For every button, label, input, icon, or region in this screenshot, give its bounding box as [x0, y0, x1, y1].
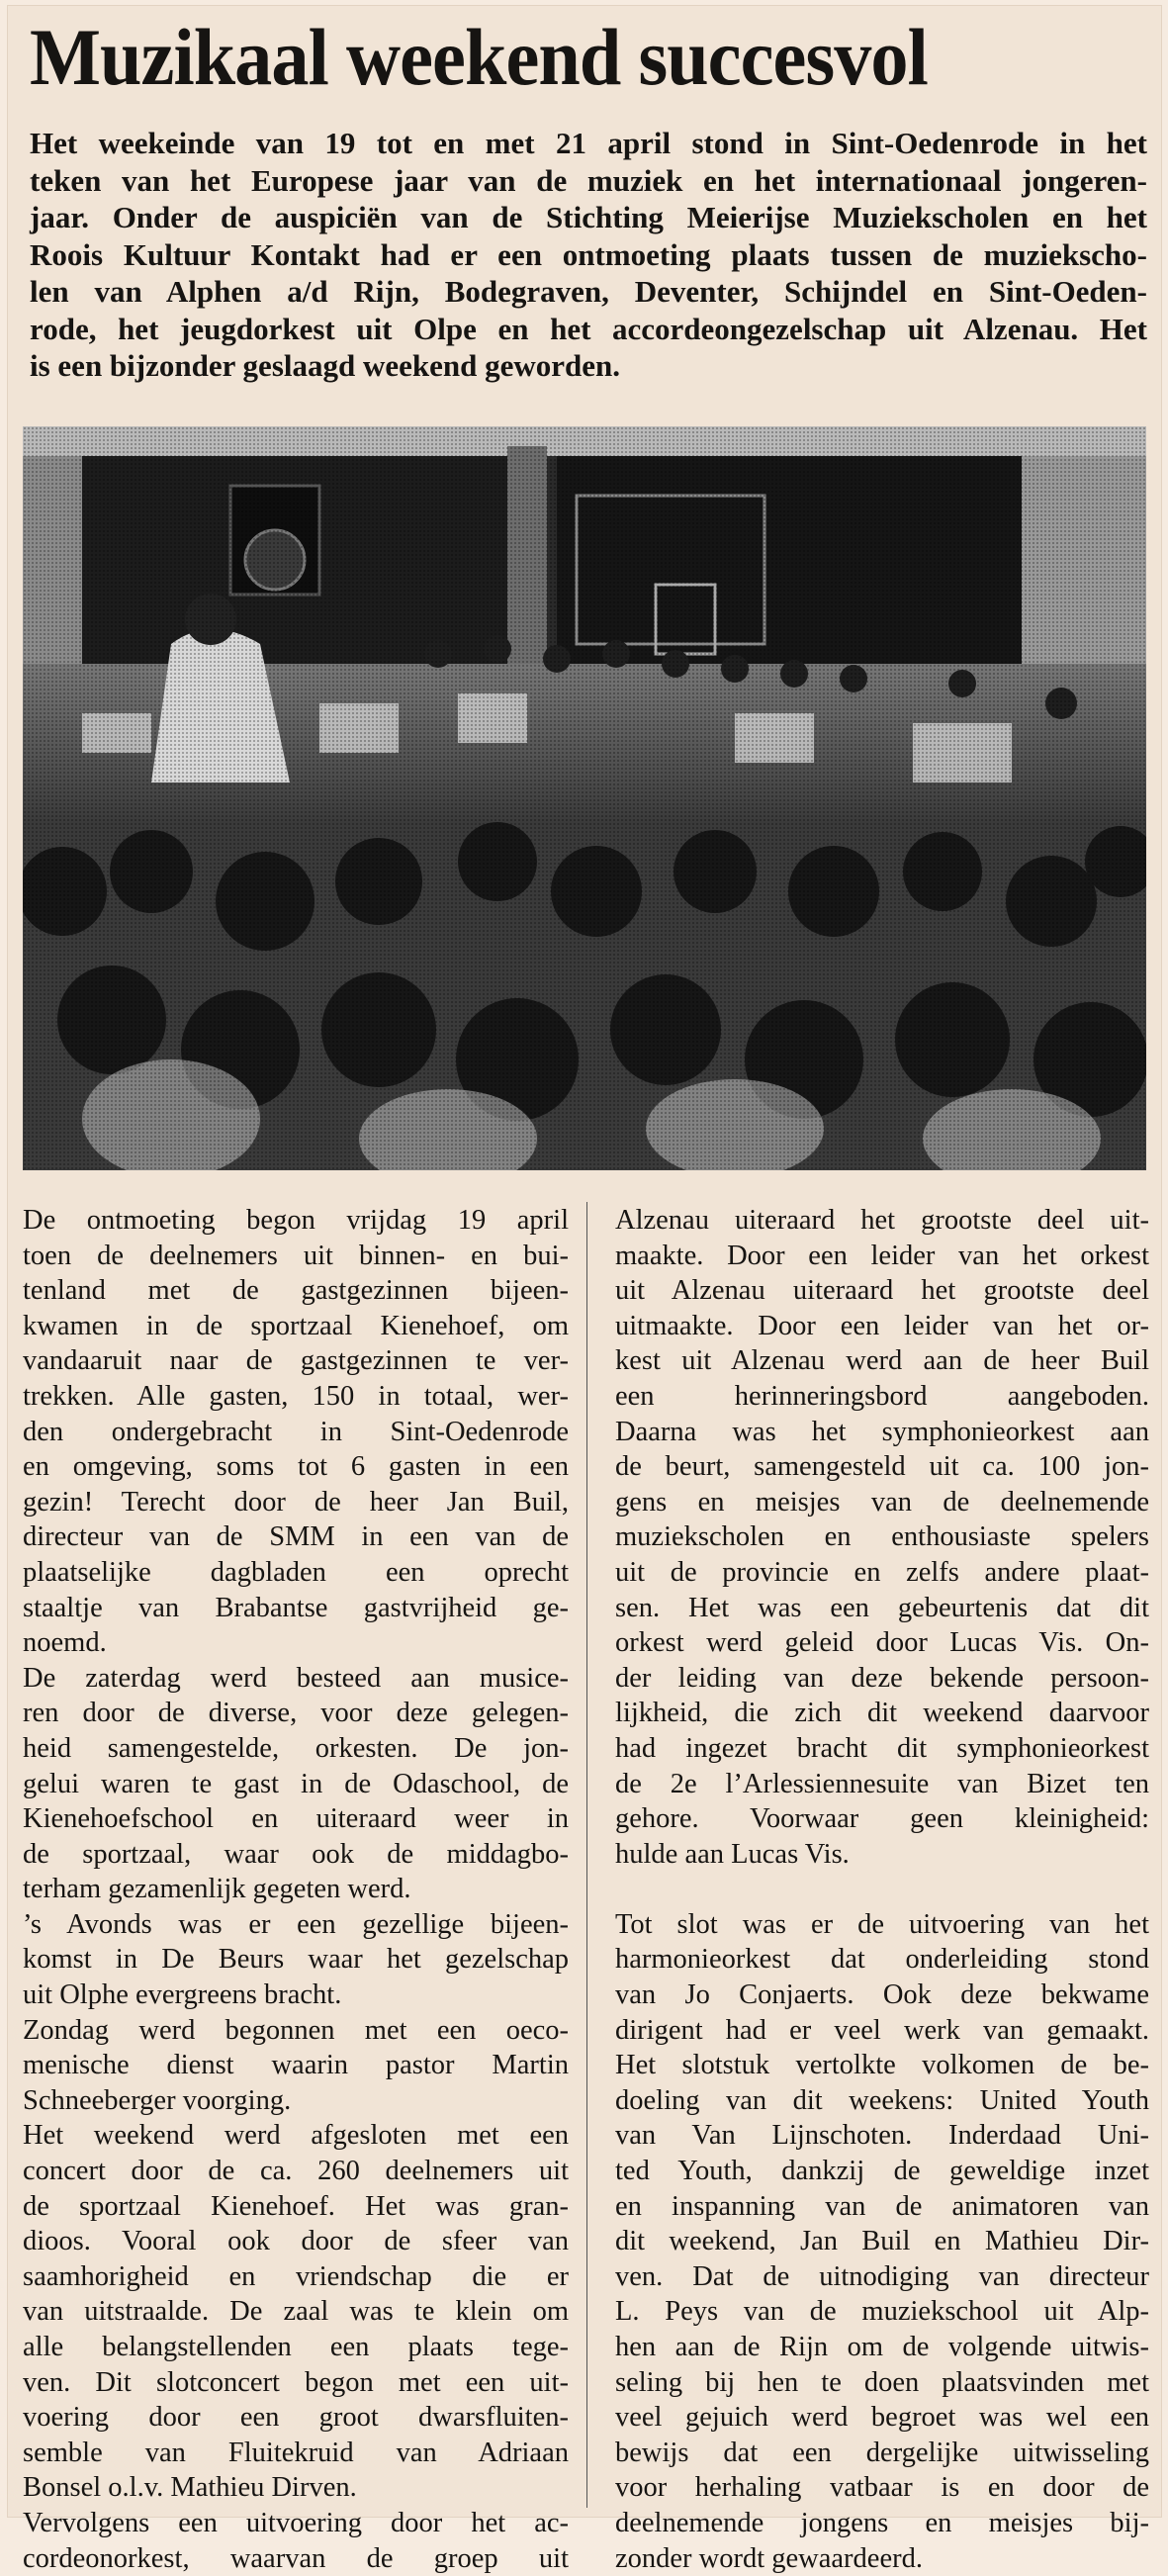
text-line: van uitstraalde. De zaal was te klein om: [23, 2296, 569, 2328]
text-line: De ontmoeting begon vrijdag 19 april: [23, 1205, 569, 1236]
text-line: vandaaruit naar de gastgezinnen te ver-: [23, 1345, 569, 1377]
text-line: ven. Dat de uitnodiging van directeur: [615, 2260, 1149, 2292]
text-line: dioos. Vooral ook door de sfeer van: [23, 2226, 569, 2257]
text-line: had ingezet bracht dit symphonieorkest: [615, 1732, 1149, 1764]
orchestra-concert-photo: [23, 426, 1146, 1170]
text-line: plaatselijke dagbladen een oprecht: [23, 1556, 569, 1588]
text-line: semble van Fluitekruid van Adriaan: [23, 2437, 569, 2468]
text-line: Bonsel o.l.v. Mathieu Dirven.: [23, 2472, 357, 2504]
text-line: hen aan de Rijn om de volgende uitwis-: [615, 2332, 1149, 2362]
text-line: kwamen in de sportzaal Kienehoef, om: [23, 1310, 569, 1341]
text-line: saamhorigheid en vriendschap die er: [23, 2260, 569, 2292]
article-paragraph: [23, 2506, 569, 2576]
text-line: directeur van de SMM in een van de: [23, 1521, 569, 1553]
intro-line: Het weekeinde van 19 tot en met 21 april stond in Sint-Oedenrode in het: [30, 126, 1147, 160]
intro-line: is een bijzonder geslaagd weekend geworden.: [30, 348, 621, 383]
text-line: Het weekend werd afgesloten met een: [23, 2120, 569, 2152]
intro-line: teken van het Europese jaar van de muziek en het internationaal jongeren-: [30, 162, 1147, 198]
text-line: komst in De Beurs waar het gezelschap: [23, 1944, 569, 1976]
text-line: terham gezamenlijk gegeten werd.: [23, 1874, 411, 1905]
article-column-right: [615, 1203, 1149, 2576]
text-line: Schneeberger voorging.: [23, 2084, 292, 2116]
text-line: Alzenau uiteraard het grootste deel uit-: [615, 1205, 1149, 1236]
photo-image: [23, 426, 1146, 1170]
text-line: muziekscholen en enthousiaste spelers: [615, 1521, 1149, 1553]
text-line: uitmaakte. Door een leider van het or-: [615, 1310, 1149, 1341]
text-line: dit weekend, Jan Buil en Mathieu Dir-: [615, 2226, 1149, 2257]
article-column-left: [23, 1203, 569, 2576]
article-paragraph: [23, 1661, 569, 1907]
article-paragraph: [23, 2013, 569, 2119]
text-line: Vervolgens een uitvoering door het ac-: [23, 2507, 569, 2538]
text-line: tenland met de gastgezinnen bijeen-: [23, 1275, 569, 1307]
text-line: heid samengestelde, orkesten. De jon-: [23, 1732, 569, 1764]
text-line: bewijs dat een dergelijke uitwisseling: [615, 2437, 1149, 2468]
text-line: L. Peys van de muziekschool uit Alp-: [615, 2296, 1149, 2328]
text-line: gelui waren te gast in de Odaschool, de: [23, 1768, 569, 1799]
text-line: harmonieorkest dat onderleiding stond: [615, 1944, 1149, 1976]
intro-line: jaar. Onder de auspiciën van de Stichting Meierijse Muziekscholen en het: [30, 200, 1147, 234]
text-line: en omgeving, soms tot 6 gasten in een: [23, 1451, 569, 1483]
text-line: de beurt, samengesteld uit ca. 100 jon-: [615, 1451, 1149, 1483]
text-line: Kienehoefschool en uiteraard weer in: [23, 1803, 569, 1835]
text-line: kest uit Alzenau werd aan de heer Buil: [615, 1345, 1149, 1377]
text-line: de 2e l’Arlessiennesuite van Bizet ten: [615, 1768, 1149, 1799]
text-line: concert door de ca. 260 deelnemers uit: [23, 2156, 569, 2187]
text-line: van Jo Conjaerts. Ook deze bekwame: [615, 1979, 1149, 2011]
text-line: Daarna was het symphonieorkest aan: [615, 1416, 1149, 1447]
text-line: gehore. Voorwaar geen kleinigheid:: [615, 1803, 1149, 1835]
text-line: menische dienst waarin pastor Martin: [23, 2050, 569, 2081]
text-line: uit Olphe evergreens bracht.: [23, 1979, 342, 2011]
text-line: gezin! Terecht door de heer Jan Buil,: [23, 1486, 569, 1518]
text-line: seling bij hen te doen plaatsvinden met: [615, 2366, 1149, 2398]
text-line: maakte. Door een leider van het orkest: [615, 1240, 1149, 1271]
text-line: en inspanning van de animatoren van: [615, 2190, 1149, 2222]
column-divider: [586, 1202, 587, 2508]
text-line: trekken. Alle gasten, 150 in totaal, wer-: [23, 1380, 569, 1412]
article-paragraph: [23, 1203, 569, 1661]
article-paragraph: [23, 1907, 569, 2013]
text-line: voering door een groot dwarsfluiten-: [23, 2402, 569, 2434]
text-line: den ondergebracht in Sint-Oedenrode: [23, 1416, 569, 1447]
article-paragraph: [615, 1907, 1149, 2576]
text-line: voor herhaling vatbaar is en door de: [615, 2472, 1149, 2504]
intro-line: rode, het jeugdorkest uit Olpe en het accordeongezelschap uit Alzenau. Het: [30, 311, 1147, 346]
text-line: alle belangstellenden een plaats tege-: [23, 2332, 569, 2362]
text-line: uit de provincie en zelfs andere plaat-: [615, 1556, 1149, 1588]
text-line: noemd.: [23, 1627, 107, 1659]
text-line: sen. Het was een gebeurtenis dat dit: [615, 1592, 1149, 1623]
text-line: Tot slot was er de uitvoering van het: [615, 1908, 1149, 1940]
text-line: lijkheid, die zich dit weekend daarvoor: [615, 1698, 1149, 1729]
text-line: ren door de diverse, voor deze gelegen-: [23, 1698, 569, 1729]
text-line: de sportzaal, waar ook de middagbo-: [23, 1838, 569, 1870]
text-line: een herinneringsbord aangeboden.: [615, 1380, 1149, 1412]
text-line: dirigent had er veel werk van gemaakt.: [615, 2014, 1149, 2046]
text-line: zonder wordt gewaardeerd.: [615, 2542, 923, 2574]
text-line: der leiding van deze bekende persoon-: [615, 1662, 1149, 1694]
text-line: gens en meisjes van de deelnemende: [615, 1486, 1149, 1518]
text-line: toen de deelnemers uit binnen- en bui-: [23, 1240, 569, 1271]
article-paragraph: [23, 2118, 569, 2506]
intro-line: Roois Kultuur Kontakt had er een ontmoeting plaats tussen de muziekscho-: [30, 236, 1147, 272]
text-line: uit Alzenau uiteraard het grootste deel: [615, 1275, 1149, 1307]
text-line: deelnemende jongens en meisjes bij-: [615, 2507, 1149, 2538]
text-line: De zaterdag werd besteed aan musice-: [23, 1662, 569, 1694]
text-line: Zondag werd begonnen met een oeco-: [23, 2014, 569, 2046]
text-line: staaltje van Brabantse gastvrijheid ge-: [23, 1592, 569, 1623]
intro-paragraph: [30, 125, 1147, 385]
text-line: cordeonorkest, waarvan de groep uit: [23, 2542, 569, 2574]
text-line: orkest werd geleid door Lucas Vis. On-: [615, 1627, 1149, 1659]
text-line: Het slotstuk vertolkte volkomen de be-: [615, 2050, 1149, 2081]
text-line: van Van Lijnschoten. Inderdaad Uni-: [615, 2120, 1149, 2152]
text-line: veel gejuich werd begroet was wel een: [615, 2402, 1149, 2434]
text-line: hulde aan Lucas Vis.: [615, 1838, 850, 1870]
intro-line: len van Alphen a/d Rijn, Bodegraven, Deventer, Schijndel en Sint-Oeden-: [30, 274, 1147, 309]
text-line: doeling van dit weekens: United Youth: [615, 2084, 1149, 2116]
article-paragraph: [615, 1203, 1149, 1872]
text-line: ’s Avonds was er een gezellige bijeen-: [23, 1908, 569, 1940]
headline: Muzikaal weekend succesvol: [30, 12, 928, 102]
text-line: de sportzaal Kienehoef. Het was gran-: [23, 2190, 569, 2222]
text-line: ted Youth, dankzij de geweldige inzet: [615, 2156, 1149, 2187]
text-line: ven. Dit slotconcert begon met een uit-: [23, 2366, 569, 2398]
